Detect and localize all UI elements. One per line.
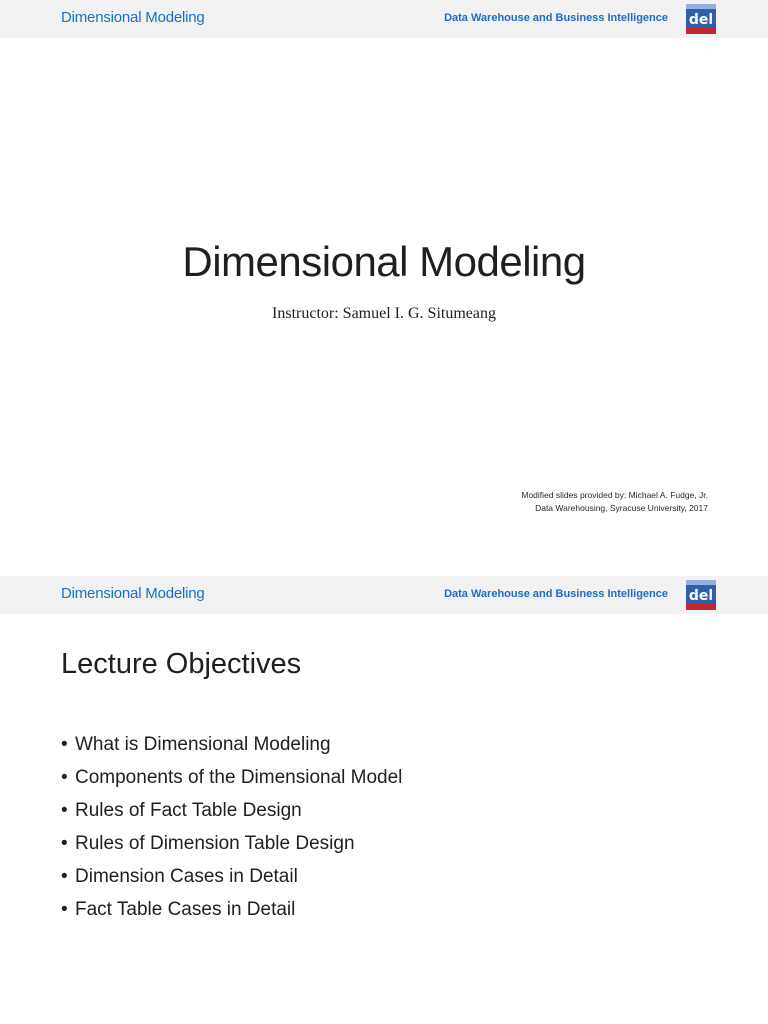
credits	[521, 489, 708, 515]
slide-header	[0, 0, 768, 38]
instructor-text: Instructor: Samuel I. G. Situmeang	[272, 305, 496, 322]
header-left-title: Dimensional Modeling	[61, 9, 205, 26]
bullet-icon: •	[61, 833, 68, 854]
header-right-title: Data Warehouse and Business Intelligence	[444, 12, 668, 24]
objective-text: Fact Table Cases in Detail	[75, 899, 296, 920]
list-item	[61, 728, 402, 761]
list-item	[61, 761, 402, 794]
objective-text: What is Dimensional Modeling	[75, 734, 331, 755]
objective-text: Dimension Cases in Detail	[75, 866, 298, 887]
del-logo-icon	[686, 580, 716, 610]
list-item	[61, 794, 402, 827]
list-item	[61, 893, 402, 926]
logo-text: del	[688, 12, 714, 28]
del-logo-icon	[686, 4, 716, 34]
logo-text: del	[688, 588, 714, 604]
bullet-icon: •	[61, 734, 68, 755]
slide-header	[0, 576, 768, 614]
objective-text: Rules of Fact Table Design	[75, 800, 302, 821]
bullet-icon: •	[61, 899, 68, 920]
bullet-icon: •	[61, 866, 68, 887]
list-item	[61, 827, 402, 860]
slide-title-text: Dimensional Modeling	[182, 238, 586, 285]
objective-text: Rules of Dimension Table Design	[75, 833, 355, 854]
bullet-icon: •	[61, 800, 68, 821]
header-right-title: Data Warehouse and Business Intelligence	[444, 588, 668, 600]
objective-text: Components of the Dimensional Model	[75, 767, 403, 788]
header-left-title: Dimensional Modeling	[61, 585, 205, 602]
list-item	[61, 860, 402, 893]
credit-line-1: Modified slides provided by: Michael A. Fudge, Jr.	[521, 490, 708, 500]
slide-objectives	[0, 576, 768, 1024]
objectives-list	[61, 728, 402, 926]
bullet-icon: •	[61, 767, 68, 788]
credit-line-2: Data Warehousing, Syracuse University, 2017	[535, 503, 708, 513]
lecture-objectives-title: Lecture Objectives	[61, 648, 302, 680]
